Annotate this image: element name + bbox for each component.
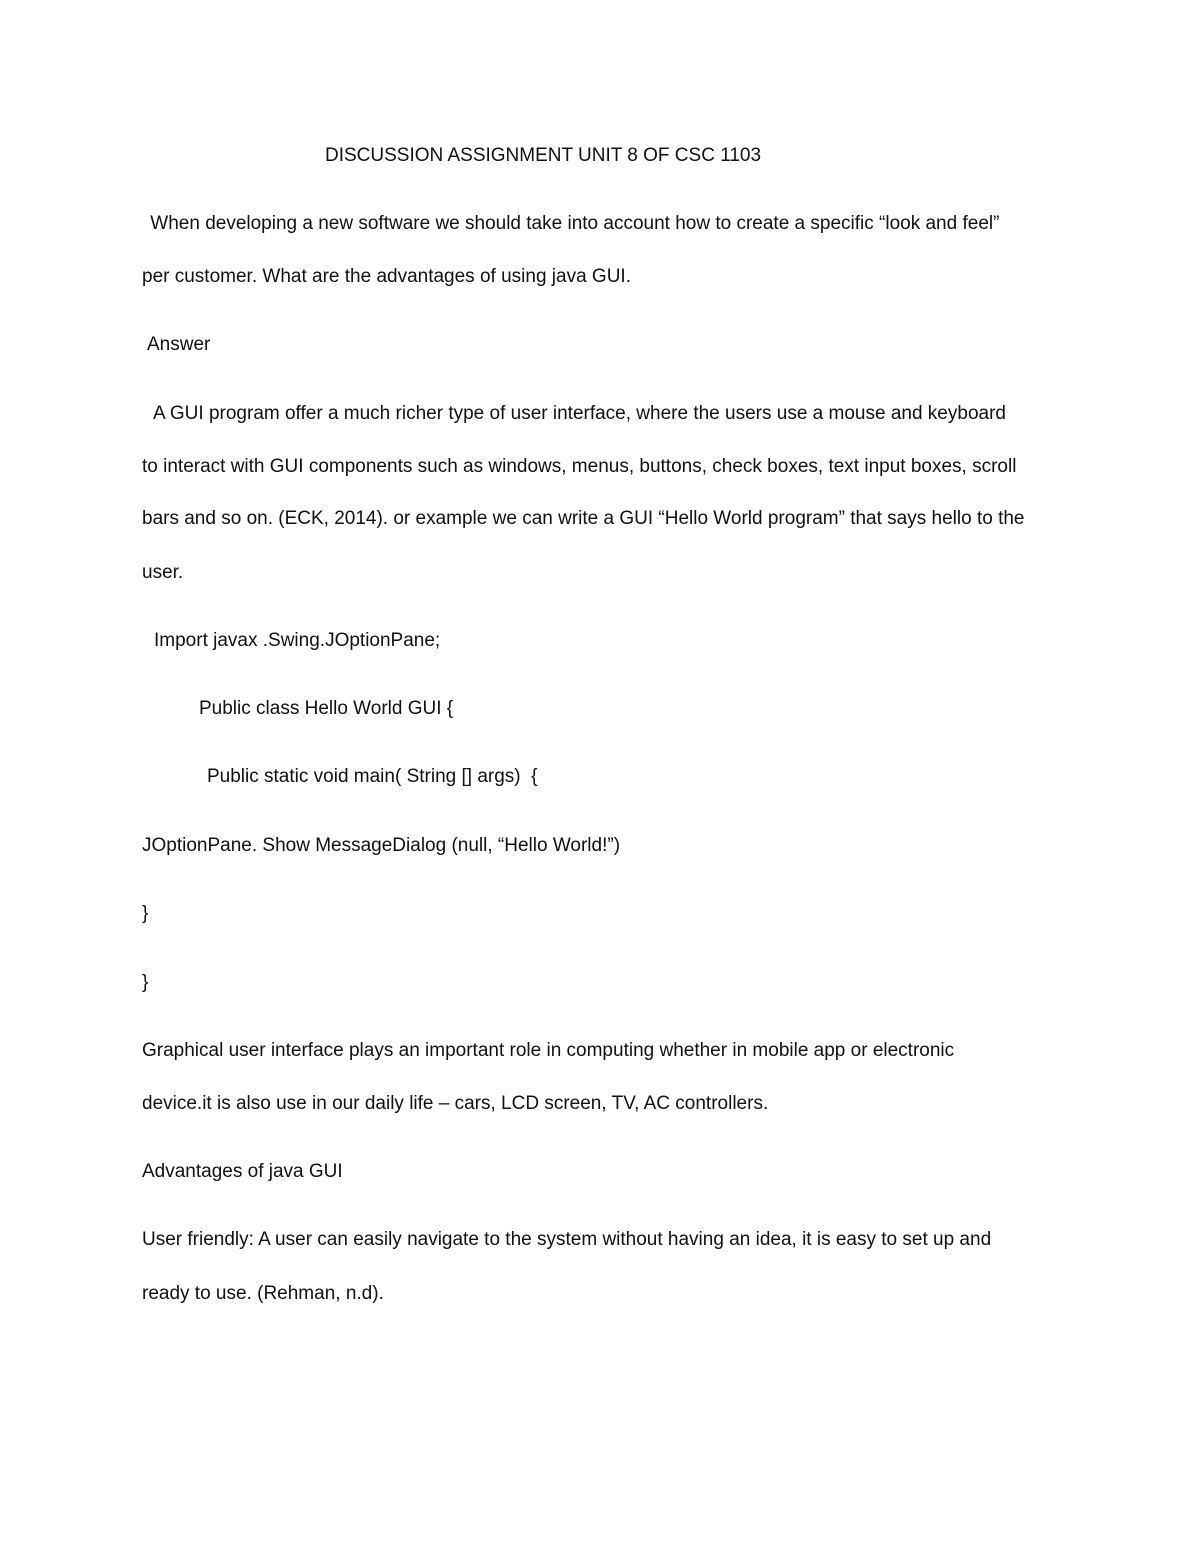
code-line: Import javax .Swing.JOptionPane; bbox=[154, 630, 441, 651]
answer-paragraph-line: user. bbox=[142, 562, 184, 583]
question-line-1: When developing a new software we should take into account how to create a specific “look and feel” bbox=[145, 213, 1000, 234]
answer-label: Answer bbox=[147, 334, 211, 355]
user-friendly-line: User friendly: A user can easily navigate to the system without having an idea, it is easy to set up and bbox=[142, 1229, 992, 1250]
code-line: Public static void main( String [] args) { bbox=[207, 766, 538, 787]
user-friendly-line: ready to use. (Rehman, n.d). bbox=[142, 1283, 384, 1304]
answer-paragraph-line: bars and so on. (ECK, 2014). or example we can write a GUI “Hello World program” that says hello to the bbox=[142, 508, 1025, 529]
document-title: DISCUSSION ASSIGNMENT UNIT 8 OF CSC 1103 bbox=[325, 145, 762, 166]
gui-paragraph-line: Graphical user interface plays an important role in computing whether in mobile app or electronic bbox=[142, 1040, 955, 1061]
advantages-heading: Advantages of java GUI bbox=[142, 1161, 343, 1182]
question-line-2: per customer. What are the advantages of using java GUI. bbox=[142, 266, 631, 287]
answer-paragraph-line: A GUI program offer a much richer type of user interface, where the users use a mouse and keyboard bbox=[153, 403, 1006, 424]
code-line: } bbox=[142, 972, 149, 993]
code-line: } bbox=[142, 903, 149, 924]
code-line: JOptionPane. Show MessageDialog (null, “Hello World!”) bbox=[142, 835, 621, 856]
answer-paragraph-line: to interact with GUI components such as windows, menus, buttons, check boxes, text input boxes, scroll bbox=[142, 456, 1017, 477]
gui-paragraph-line: device.it is also use in our daily life – cars, LCD screen, TV, AC controllers. bbox=[142, 1093, 769, 1114]
code-line: Public class Hello World GUI { bbox=[199, 698, 454, 719]
